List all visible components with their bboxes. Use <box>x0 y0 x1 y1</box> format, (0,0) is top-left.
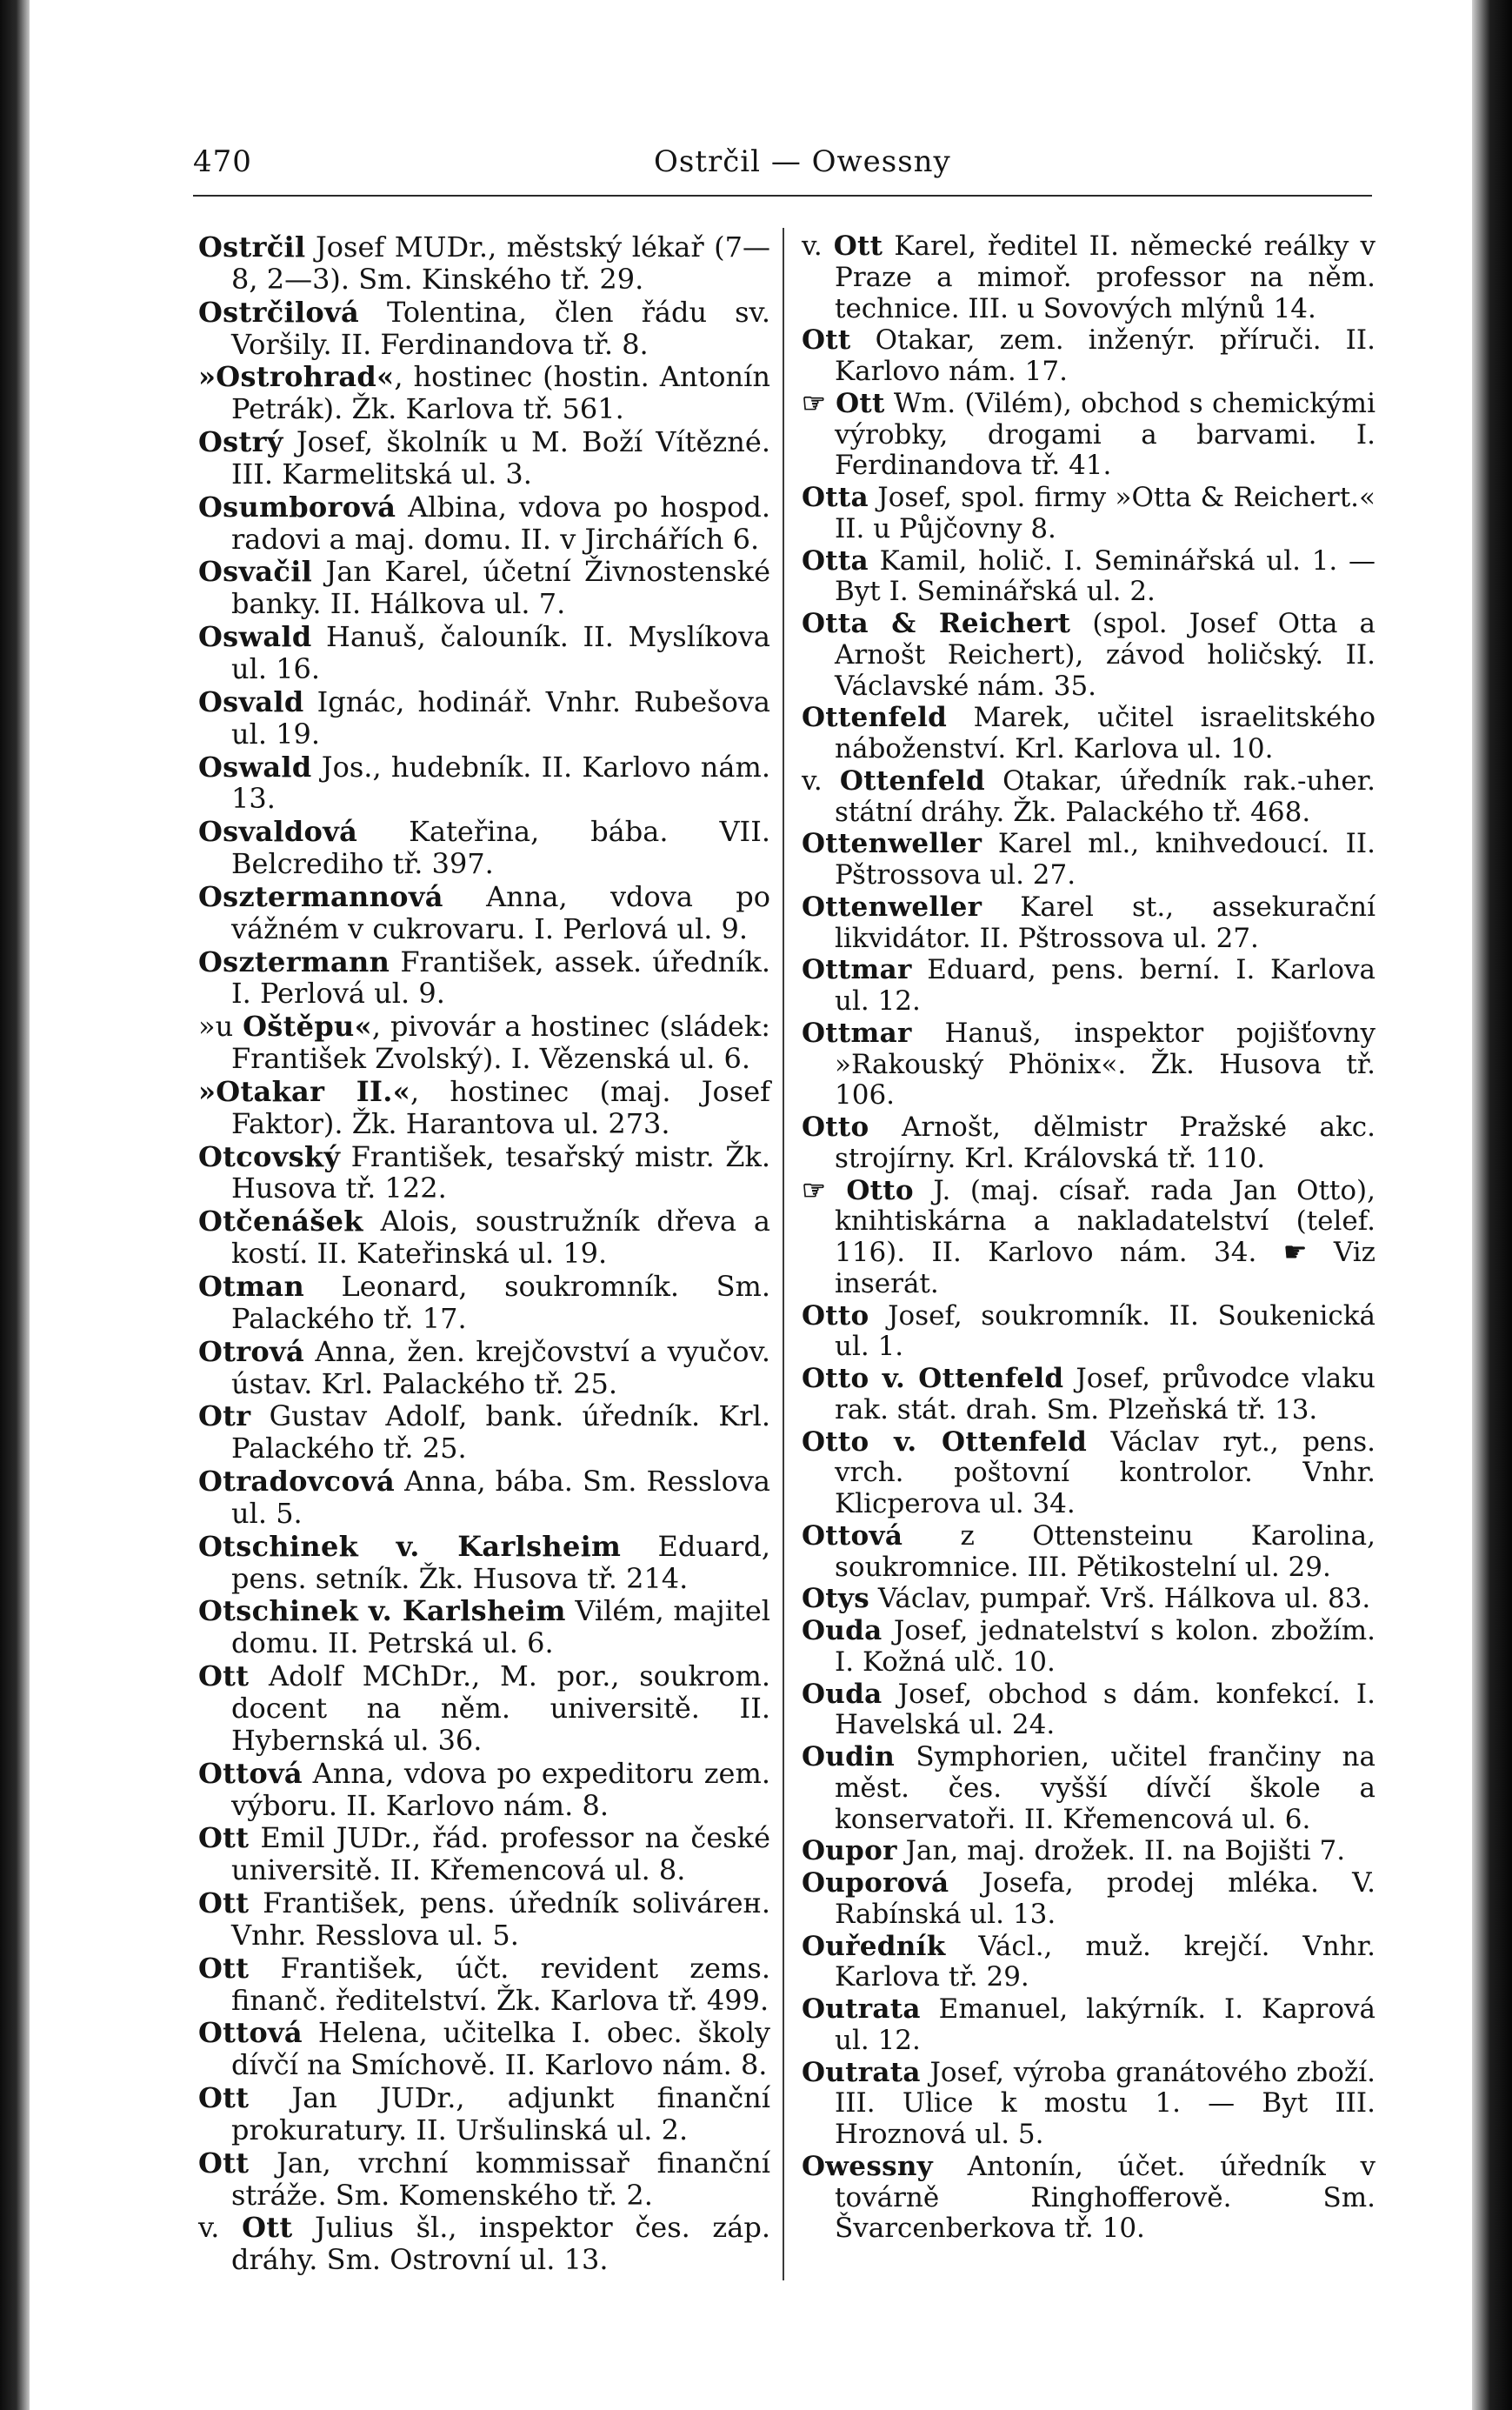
directory-entry <box>802 1868 1375 1931</box>
entry-name: Oswald <box>198 620 312 654</box>
directory-entry <box>802 546 1375 609</box>
page-number: 470 <box>193 144 252 179</box>
directory-entry <box>802 483 1375 545</box>
entry-details: Marek, učitel israelitského náboženství. Krl. Karlova ul. 10. <box>835 702 1375 764</box>
entry-details: Josef, soukromník. II. Soukenická ul. 1. <box>835 1299 1375 1363</box>
entry-details: Leonard, soukromník. Sm. Palackého tř. 17. <box>231 1270 770 1335</box>
directory-entry <box>198 361 770 425</box>
entry-details: Josef MUDr., městský lékař (7—8, 2—3). Sm. Kinského tř. 29. <box>231 230 770 296</box>
entry-details: Anna, žen. krejčovství a vyučov. ústav. Krl. Palackého tř. 25. <box>231 1334 770 1400</box>
entry-name: Osztermannová <box>198 879 443 913</box>
directory-entry <box>198 426 770 491</box>
entry-prefix: v. <box>802 230 834 262</box>
directory-entry <box>802 1018 1375 1112</box>
entry-details: , pivovár a hostinec (sládek: František Zvolský). I. Vězenská ul. 6. <box>231 1010 771 1076</box>
directory-entry <box>198 1953 770 2017</box>
entry-details: František, tesařský mistr. Žk. Husova tř. 122. <box>231 1139 770 1205</box>
entry-details: Otakar, úředník rak.-uher. státní dráhy. Žk. Palackého tř. 468. <box>835 764 1376 828</box>
pointing-hand-icon: ☞ <box>802 1174 847 1206</box>
entry-details: Wm. (Vilém), obchod s chemickými výrobky, drogami a barvami. I. Ferdinandova tř. 41. <box>835 387 1375 482</box>
directory-entry <box>802 1427 1375 1520</box>
entry-details: Josef, obchod s dám. konfekcí. I. Havelská ul. 24. <box>835 1678 1375 1741</box>
directory-entry <box>198 2017 770 2081</box>
directory-entry <box>802 1742 1375 1835</box>
entry-details: Gustav Adolf, bank. úředník. Krl. Palackého tř. 25. <box>231 1399 770 1465</box>
directory-entry <box>198 1465 770 1530</box>
entry-details: Josef, školník u M. Boží Vítězné. III. Karmelitská ul. 3. <box>231 425 770 491</box>
directory-entry <box>198 2147 770 2212</box>
entry-prefix: v. <box>802 764 840 797</box>
entry-details: Anna, bába. Sm. Resslova ul. 5. <box>231 1465 770 1530</box>
entry-name: Ott <box>198 1821 250 1855</box>
entry-name: Otto v. Ottenfeld <box>802 1363 1064 1394</box>
entry-name: Osztermann <box>198 945 390 978</box>
directory-entry <box>802 1994 1375 2057</box>
entry-name: Osumborová <box>198 490 396 524</box>
entry-name: Otschinek v. Karlsheim <box>198 1529 622 1563</box>
entry-name: Outrata <box>802 1993 921 2025</box>
directory-entry <box>802 325 1375 388</box>
entry-name: Oudin <box>802 1741 896 1772</box>
entry-details: Otakar, zem. inženýr. příruči. II. Karlovo nám. 17. <box>835 324 1375 387</box>
entry-details: Symphorien, učitel frančiny na měst. čes. vyšší dívčí škole a konservatoři. II. Křemencová ul. 6. <box>835 1741 1375 1835</box>
directory-entry <box>802 1679 1375 1742</box>
directory-entry <box>802 1301 1375 1364</box>
directory-entry <box>802 1364 1375 1426</box>
directory-entry <box>802 829 1375 891</box>
directory-entry <box>802 389 1375 482</box>
entry-name: Ott <box>198 2146 250 2180</box>
page-header <box>193 144 1367 197</box>
header-rule <box>193 195 1372 197</box>
directory-entry <box>802 766 1375 829</box>
entry-name: Ottová <box>198 1756 303 1790</box>
entry-name: Otr <box>198 1399 251 1433</box>
running-title: Ostrčil — Owessny <box>654 144 951 179</box>
directory-entry <box>802 1932 1375 1994</box>
directory-entry <box>802 1584 1375 1615</box>
directory-entry <box>802 892 1375 955</box>
directory-entry <box>802 1521 1375 1584</box>
entry-details: , hostinec (maj. Josef Faktor). Žk. Harantova ul. 273. <box>231 1074 771 1140</box>
entry-name: Osvačil <box>198 555 313 589</box>
entry-name: Ott <box>198 1659 250 1693</box>
entry-name: Otta <box>802 482 869 513</box>
entry-name: »Ostrohrad« <box>198 360 395 394</box>
entry-details: Václav, pumpař. Vrš. Hálkova ul. 83. <box>869 1583 1371 1615</box>
directory-entry <box>802 1836 1375 1867</box>
entry-name: Ostrčilová <box>198 295 359 329</box>
entry-name: Otčenášek <box>198 1205 363 1238</box>
entry-name: Ott <box>802 324 851 357</box>
directory-entry <box>198 1400 770 1465</box>
entry-name: Otto <box>802 1112 869 1143</box>
directory-entry <box>198 1076 770 1140</box>
entry-name: Ott <box>198 2081 250 2115</box>
entry-details: , hostinec (hostin. Antonín Petrák). Žk. Karlova tř. 561. <box>231 360 770 426</box>
directory-entry <box>198 1660 770 1757</box>
entry-name: Ottová <box>802 1519 903 1552</box>
directory-entry <box>802 955 1375 1018</box>
entry-details: Kateřina, bába. VII. Belcrediho tř. 397. <box>231 815 770 881</box>
entry-details: Tolentina, člen řádu sv. Voršily. II. Ferdinandova tř. 8. <box>231 295 770 361</box>
entry-details: František, pens. úředník solivárен. Vnhr. Resslova ul. 5. <box>231 1886 770 1952</box>
entry-name: Oštěpu« <box>243 1010 372 1044</box>
entry-name: Ott <box>836 387 885 419</box>
directory-entry <box>198 1141 770 1205</box>
entry-name: Osvaldová <box>198 815 358 849</box>
directory-entry <box>198 1271 770 1335</box>
entry-name: Ottmar <box>802 954 912 986</box>
entry-details: František, assek. úředník. I. Perlová ul. 9. <box>231 945 770 1011</box>
entry-name: Oupor <box>802 1835 897 1867</box>
entry-name: Ostrčil <box>198 230 306 264</box>
entry-name: Otschinek v. Karlsheim <box>198 1594 566 1628</box>
entry-details: Josef, jednatelství s kolon. zbožím. I. Kožná ulč. 10. <box>835 1615 1375 1678</box>
entry-details: (spol. Josef Otta a Arnošt Reichert), závod holičský. II. Václavské nám. 35. <box>835 608 1375 702</box>
entry-details: Emil JUDr., řád. professor na české universitě. II. Křemencová ul. 8. <box>231 1821 770 1887</box>
entry-details: J. (maj. císař. rada Jan Otto), knihtiskárna a nakladatelství (telef. 116). II. Karlovo nám. 34. ☛ Viz inserát. <box>835 1174 1375 1299</box>
entry-name: Oswald <box>198 750 312 784</box>
entry-name: Ottenweller <box>802 828 982 860</box>
entry-details: Anna, vdova po expeditoru zem. výboru. II. Karlovo nám. 8. <box>231 1756 770 1822</box>
entry-details: Jos., hudebník. II. Karlovo nám. 13. <box>231 750 770 816</box>
entry-name: Ottenfeld <box>802 702 948 734</box>
entry-prefix: »u <box>198 1010 243 1044</box>
entry-name: Ott <box>833 230 883 262</box>
entry-details: Karel st., assekurační likvidátor. II. Pštrossova ul. 27. <box>835 891 1375 954</box>
entry-name: Ott <box>242 2211 293 2245</box>
scan-left-edge <box>0 0 30 2410</box>
directory-entry <box>198 2212 770 2276</box>
entry-details: Emanuel, lakýrník. I. Kaprová ul. 12. <box>835 1993 1375 2056</box>
directory-entry <box>802 2058 1375 2151</box>
entry-details: Alois, soustružník dřeva a kostí. II. Kateřinská ul. 19. <box>231 1205 770 1271</box>
directory-entry <box>802 2152 1375 2245</box>
directory-entry <box>198 1531 770 1595</box>
entry-details: Karel ml., knihvedoucí. II. Pštrossova ul. 27. <box>835 828 1375 891</box>
entry-name: Owessny <box>802 2150 933 2182</box>
entry-name: Outrata <box>802 2056 921 2088</box>
entry-name: Ouda <box>802 1615 883 1646</box>
entry-details: Josefa, prodej mléka. V. Rabínská ul. 13. <box>835 1867 1375 1930</box>
entry-details: Josef, průvodce vlaku rak. stát. drah. Sm. Plzeňská tř. 13. <box>835 1363 1375 1425</box>
entry-details: Hanuš, čalouník. II. Myslíkova ul. 16. <box>231 620 770 685</box>
entry-name: Ouporová <box>802 1867 949 1899</box>
directory-entry <box>198 1887 770 1952</box>
entry-name: Osvald <box>198 684 304 718</box>
entry-details: Adolf MChDr., M. por., soukrom. docent na něm. universitě. II. Hybernská ul. 36. <box>231 1659 770 1757</box>
entry-details: Václ., muž. krejčí. Vnhr. Karlova tř. 29. <box>835 1930 1375 1993</box>
entry-details: Hanuš, inspektor pojišťovny »Rakouský Phönix«. Žk. Husova tř. 106. <box>835 1017 1375 1112</box>
entry-details: Jan JUDr., adjunkt finanční prokuratury. II. Uršulinská ul. 2. <box>231 2081 770 2146</box>
right-column <box>802 231 1375 2246</box>
directory-entry <box>198 1205 770 1270</box>
directory-entry <box>198 686 770 751</box>
entry-details: z Ottensteinu Karolina, soukromnice. III. Pětikostelní ul. 29. <box>835 1519 1375 1583</box>
directory-entry <box>198 1822 770 1886</box>
entry-name: Ouředník <box>802 1930 946 1962</box>
directory-entry <box>198 1011 770 1075</box>
directory-entry <box>198 231 770 296</box>
entry-name: Ottenweller <box>802 891 982 923</box>
entry-details: Eduard, pens. setník. Žk. Husova tř. 214. <box>231 1529 771 1595</box>
entry-details: Albina, vdova po hospod. radovi a maj. domu. II. v Jirchářích 6. <box>231 490 770 556</box>
directory-entry <box>198 491 770 556</box>
scan-right-edge <box>1472 0 1512 2410</box>
pointing-hand-icon: ☞ <box>802 387 836 419</box>
directory-entry <box>198 2082 770 2146</box>
entry-details: Antonín, účet. úředník v továrně Ringhofferově. Sm. Švarcenberkova tř. 10. <box>835 2150 1375 2245</box>
entry-details: Jan Karel, účetní Živnostenské banky. II. Hálkova ul. 7. <box>231 555 770 621</box>
directory-entry <box>802 703 1375 765</box>
entry-name: Ottová <box>198 2016 303 2050</box>
entry-name: Otta & Reichert <box>802 608 1071 639</box>
entry-details: Arnošt, dělmistr Pražské akc. strojírny. Krl. Královská tř. 110. <box>835 1112 1375 1174</box>
directory-entry <box>198 1595 770 1659</box>
directory-entry <box>802 231 1375 324</box>
directory-entry <box>198 1758 770 1822</box>
directory-entry <box>198 751 770 816</box>
entry-name: Otto <box>802 1299 869 1332</box>
entry-name: Otto <box>846 1174 914 1206</box>
entry-name: Ottenfeld <box>839 764 985 797</box>
directory-entry <box>802 1176 1375 1300</box>
directory-entry <box>198 621 770 685</box>
entry-details: Helena, učitelka I. obec. školy dívčí na Smíchově. II. Karlovo nám. 8. <box>231 2016 770 2082</box>
entry-details: Ignác, hodinář. Vnhr. Rubešova ul. 19. <box>231 684 770 751</box>
entry-name: Otman <box>198 1270 305 1303</box>
entry-prefix: v. <box>198 2211 243 2245</box>
entry-name: Ouda <box>802 1678 883 1710</box>
entry-details: Václav ryt., pens. vrch. poštovní kontrolor. Vnhr. Klicperova ul. 34. <box>835 1425 1375 1519</box>
entry-name: Otta <box>802 544 869 577</box>
entry-name: Ottmar <box>802 1017 912 1049</box>
entry-details: Anna, vdova po vážném v cukrovaru. I. Perlová ul. 9. <box>231 879 770 945</box>
directory-entry <box>802 1112 1375 1175</box>
entry-name: Ott <box>198 1951 250 1985</box>
entry-name: Otcovský <box>198 1139 341 1173</box>
entry-name: Otto v. Ottenfeld <box>802 1425 1088 1458</box>
directory-entry <box>198 297 770 361</box>
directory-entry <box>198 556 770 620</box>
directory-entry <box>198 881 770 945</box>
directory-entry <box>198 1336 770 1400</box>
entry-details: Jan, maj. drožek. II. na Bojišti 7. <box>896 1835 1346 1867</box>
directory-entry <box>802 1616 1375 1679</box>
entry-details: Julius šl., inspektor čes. záp. dráhy. Sm. Ostrovní ul. 13. <box>231 2211 771 2277</box>
entry-details: František, účt. revident zems. finanč. ředitelství. Žk. Karlova tř. 499. <box>231 1951 770 2017</box>
entry-name: Otradovcová <box>198 1465 396 1499</box>
entry-details: Josef, výroba granátového zboží. III. Ulice k mostu 1. — Byt III. Hroznová ul. 5. <box>835 2056 1375 2150</box>
entry-details: Jan, vrchní kommissař finanční stráže. Sm. Komenského tř. 2. <box>231 2146 770 2212</box>
entry-name: Ott <box>198 1886 250 1920</box>
entry-details: Vilém, majitel domu. II. Petrská ul. 6. <box>231 1594 770 1660</box>
entry-name: »Otakar II.« <box>198 1074 411 1108</box>
entry-name: Otrová <box>198 1334 304 1368</box>
entry-name: Otys <box>802 1583 869 1615</box>
directory-entry <box>198 946 770 1011</box>
entry-details: Karel, ředitel II. německé reálky v Praze a mimoř. professor na něm. technice. III. u Sovových mlýnů 14. <box>835 230 1375 324</box>
entry-details: Eduard, pens. berní. I. Karlova ul. 12. <box>835 954 1375 1017</box>
directory-entry <box>198 816 770 880</box>
entry-name: Ostrý <box>198 425 283 459</box>
column-divider <box>783 228 784 2280</box>
left-column <box>198 231 770 2277</box>
directory-entry <box>802 609 1375 702</box>
entry-details: Kamil, holič. I. Seminářská ul. 1. — Byt I. Seminářská ul. 2. <box>835 544 1375 608</box>
entry-details: Josef, spol. firmy »Otta & Reichert.« II. u Půjčovny 8. <box>835 482 1375 544</box>
